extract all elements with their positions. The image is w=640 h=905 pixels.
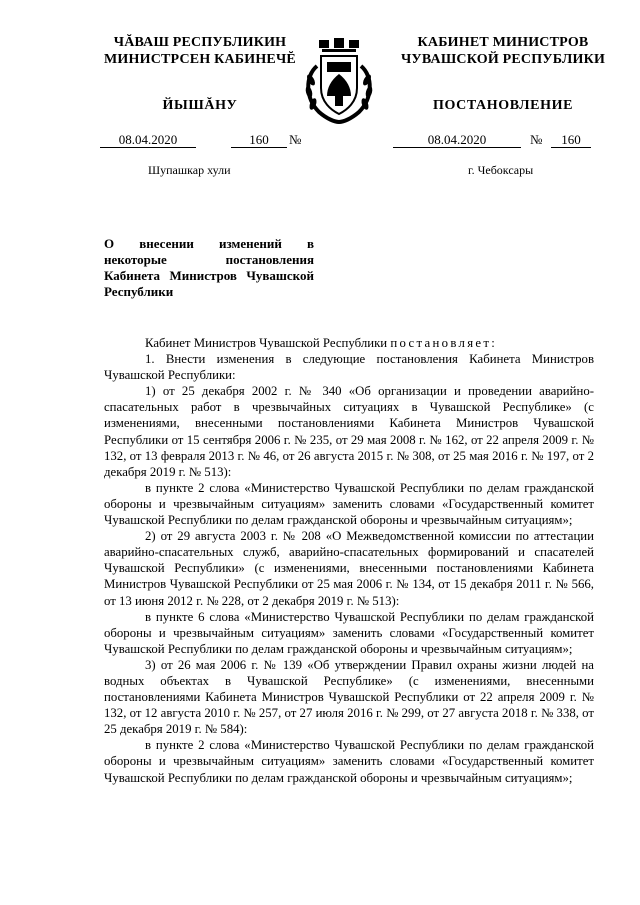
intro-paragraph [104,335,594,351]
issuer-chuvash [100,34,300,68]
body-paragraph: в пункте 2 слова «Министерство Чувашской Республики по делам гражданской обороны и чрезвычайным ситуациям» заменить словами «Государственный комитет Чувашской Республики по делам гражданской обороны и чрезвычайным ситуациям»; [104,738,594,785]
body-paragraph: в пункте 2 слова «Министерство Чувашской Республики по делам гражданской обороны и чрезвычайным ситуациям» заменить словами «Государственный комитет Чувашской Республики по делам гражданской обороны и чрезвычайным ситуациям»; [104,480,594,528]
body-paragraph: в пункте 6 слова «Министерство Чувашской Республики по делам гражданской обороны и чрезвычайным ситуациям» заменить словами «Государственный комитет Чувашской Республики по делам гражданской обороны и чрезвычайным ситуациям»; [104,609,594,656]
body-paragraph: 2) от 29 августа 2003 г. № 208 «О Межведомственной комиссии по аттестации аварийно-спасательных служб, аварийно-спасательных формирований и спасателей Чувашской Республики» (с изменениями, внесенными постановлениями Кабинета Министров Чувашской Республики от 25 мая 2006 г. № 134, от 15 декабря 2011 г. № 566, от 13 июня 2012 г. № 228, от 2 декабря 2019 г. № 513): [104,529,594,608]
document-subject: О внесении изменений в некоторые постановления Кабинета Министров Чувашской Республики [104,236,314,299]
issuer-russian [378,34,628,68]
doc-type-russian: ПОСТАНОВЛЕНИЕ [432,98,574,113]
issuer-russian-line2: ЧУВАШСКОЙ РЕСПУБЛИКИ [400,52,606,67]
place-russian: г. Чебоксары [468,163,534,177]
body-paragraph: 1. Внести изменения в следующие постановления Кабинета Министров Чувашской Республики: [104,352,594,383]
issuer-chuvash-line2: МИНИСТРСЕН КАБИНЕЧĔ [104,52,296,67]
place-chuvash: Шупашкар хули [148,163,231,177]
intro-lead: Кабинет Министров Чувашской Республики [145,336,391,350]
issuer-russian-line1: КАБИНЕТ МИНИСТРОВ [417,35,589,50]
date-chuvash: 08.04.2020 [100,132,196,148]
body-paragraph: 1) от 25 декабря 2002 г. № 340 «Об организации и проведении аварийно-спасательных работ в чрезвычайных ситуациях в Чувашской Республике» (с изменениями, внесенными постановлениями Кабинета Министров Чувашской Республики от 15 сентября 2006 г. № 235, от 29 мая 2008 г. № 162, от 22 апреля 2009 г. № 132, от 13 февраля 2013 г. № 46, от 26 августа 2015 г. № 308, от 25 мая 2016 г. № 197, от 2 декабря 2019 г. № 513): [104,384,594,479]
number-russian: 160 [551,132,591,148]
number-sign-chuvash: № [289,132,302,147]
issuer-chuvash-line1: ЧĂВАШ РЕСПУБЛИКИН [113,35,287,50]
doc-type-chuvash: ЙЫШĂНУ [162,98,238,113]
chuvash-coat-of-arms-icon [297,36,381,124]
date-russian: 08.04.2020 [393,132,521,148]
number-sign-russian: № [530,132,543,147]
number-chuvash: 160 [231,132,287,148]
intro-action: постановляет: [390,336,498,350]
body-paragraph: 3) от 26 мая 2006 г. № 139 «Об утверждении Правил охраны жизни людей на водных объектах в Чувашской Республике» (с изменениями, внесенными постановлениями Кабинета Министров Чувашской Республики от 22 апреля 2009 г. № 132, от 12 августа 2010 г. № 257, от 27 июля 2016 г. № 299, от 27 августа 2018 г. № 338, от 25 декабря 2019 г. № 584): [104,657,594,737]
document-body [104,335,594,786]
